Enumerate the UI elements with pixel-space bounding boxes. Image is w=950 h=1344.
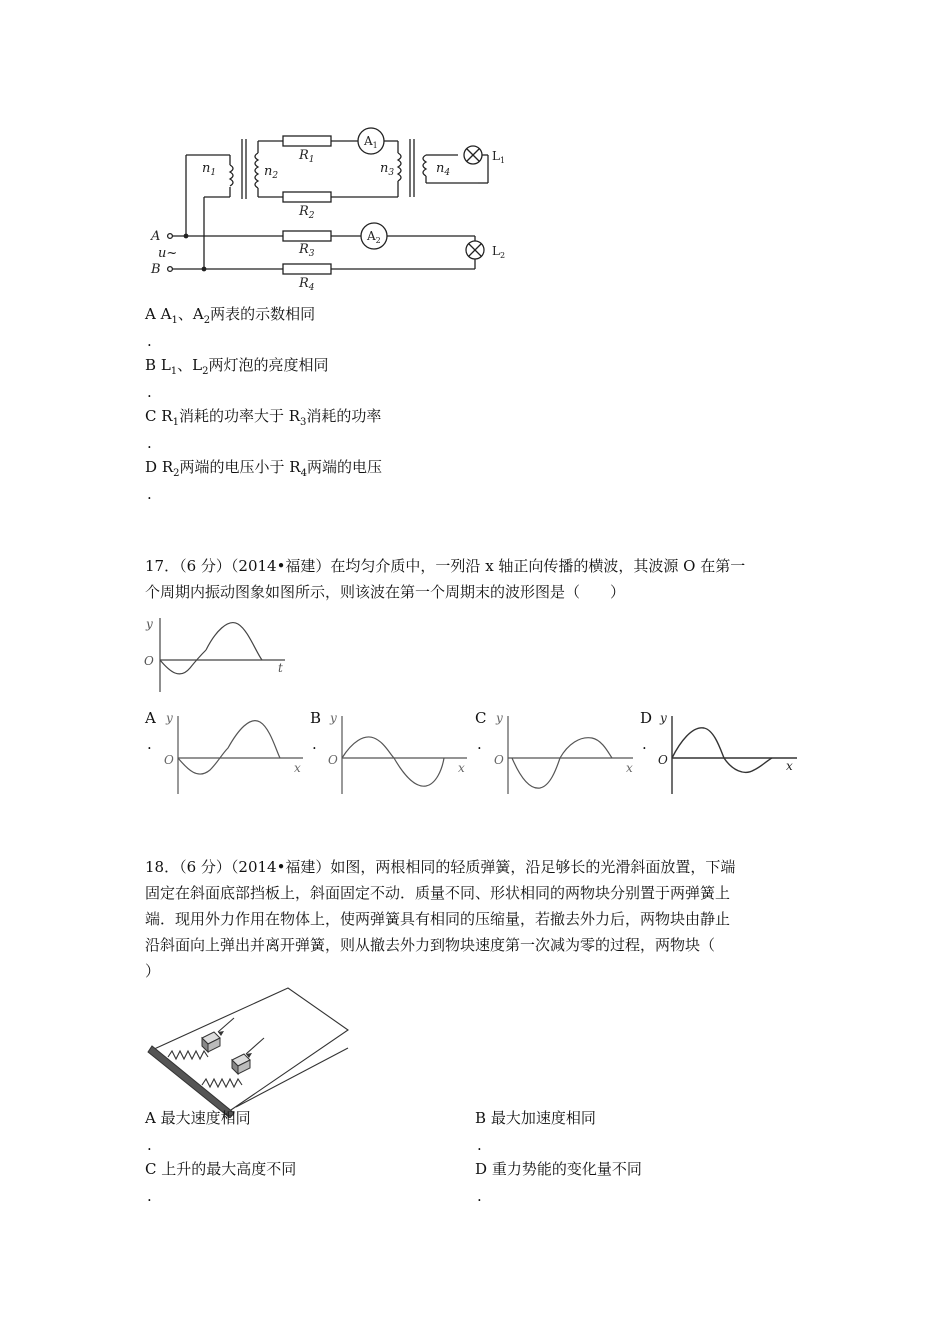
q17-option-d-graph [652, 708, 802, 798]
q17-option-a-graph [158, 708, 308, 798]
q17-option-c-letter: C [475, 709, 487, 727]
q17-stem-line-1: 17．（6 分）（2014•福建）在均匀介质中，一列沿 x 轴正向传播的横波，其波源 O 在第一 [145, 557, 746, 575]
q17-option-a-letter: A [145, 709, 156, 727]
q17-option-b-graph [322, 708, 472, 798]
svg-text:O: O [144, 654, 154, 668]
q16-option-b-dot: . [147, 383, 152, 401]
svg-text:n4: $n_4$ [436, 161, 451, 178]
q18-stem-line-2: 固定在斜面底部挡板上，斜面固定不动．质量不同、形状相同的两物块分别置于两弹簧上 [145, 884, 731, 902]
q18-incline-spring-diagram [140, 978, 360, 1118]
svg-text:y: y [660, 711, 667, 725]
svg-text:y: y [146, 617, 153, 631]
svg-text:O: O [164, 753, 174, 767]
q18-option-b: B 最大加速度相同 [475, 1109, 596, 1127]
svg-text:R1: $R_1$ [299, 148, 315, 165]
svg-text:y: y [330, 711, 337, 725]
svg-text:x: x [294, 761, 301, 775]
q18-option-b-dot: . [477, 1136, 482, 1154]
q16-option-a-dot: . [147, 332, 152, 350]
svg-text:x: x [458, 761, 465, 775]
q18-option-d: D 重力势能的变化量不同 [475, 1160, 642, 1178]
svg-text:R3: $R_3$ [299, 242, 315, 259]
svg-text:O: O [658, 753, 668, 767]
svg-text:n1: $n_1$ [202, 161, 217, 178]
transformer-circuit-diagram [140, 125, 520, 300]
svg-text:A2: $A_2$ [367, 229, 381, 245]
q17-stem-line-2: 个周期内振动图象如图所示，则该波在第一个周期末的波形图是（ ） [145, 583, 626, 601]
q18-option-c: C 上升的最大高度不同 [145, 1160, 297, 1178]
svg-text:x: x [786, 759, 793, 773]
svg-text:R4: $R_4$ [299, 276, 315, 293]
q17-option-a-dot: . [147, 735, 152, 753]
svg-text:n3: $n_3$ [380, 161, 395, 178]
svg-text:u~: u~ [158, 246, 178, 261]
q16-option-d: D $R_2$两端的电压小于 $R_4$两端的电压 [145, 458, 382, 479]
q17-option-b-dot: . [312, 735, 317, 753]
q18-stem-line-1: 18．（6 分）（2014•福建）如图，两根相同的轻质弹簧，沿足够长的光滑斜面放置，下端 [145, 858, 736, 876]
svg-text:A: A [151, 229, 161, 244]
q17-option-b-letter: B [310, 709, 322, 727]
q18-stem-line-4: 沿斜面向上弹出并离开弹簧，则从撤去外力到物块速度第一次减为零的过程，两物块（ [145, 936, 716, 954]
q16-option-b: B $L_1$、$L_2$两灯泡的亮度相同 [145, 356, 329, 377]
svg-text:y: y [496, 711, 503, 725]
svg-text:O: O [494, 753, 504, 767]
q16-option-c: C $R_1$消耗的功率大于 $R_3$消耗的功率 [145, 407, 382, 428]
q16-option-d-dot: . [147, 485, 152, 503]
q16-option-a: A $A_1$、$A_2$两表的示数相同 [145, 305, 316, 326]
q18-stem-line-3: 端．现用外力作用在物体上，使两弹簧具有相同的压缩量，若撤去外力后，两物块由静止 [145, 910, 731, 928]
svg-text:A1: $A_1$ [364, 134, 378, 150]
q18-option-a: A 最大速度相同 [145, 1109, 251, 1127]
svg-text:B: B [151, 262, 161, 277]
q17-option-d-letter: D [640, 709, 653, 727]
svg-text:O: O [328, 753, 338, 767]
svg-text:n2: $n_2$ [264, 164, 279, 181]
q17-option-c-dot: . [477, 735, 482, 753]
q18-option-a-dot: . [147, 1136, 152, 1154]
q18-stem-line-5: ） [145, 962, 161, 980]
svg-text:L1: $L_1$ [492, 149, 506, 165]
svg-text:L2: $L_2$ [492, 244, 506, 260]
q18-option-c-dot: . [147, 1187, 152, 1205]
svg-text:y: y [166, 711, 173, 725]
q17-vibration-graph [140, 610, 290, 695]
svg-text:R2: $R_2$ [299, 204, 315, 221]
q16-option-c-dot: . [147, 434, 152, 452]
svg-text:t: t [278, 661, 283, 675]
q17-option-c-graph [488, 708, 638, 798]
svg-text:x: x [626, 761, 633, 775]
q18-option-d-dot: . [477, 1187, 482, 1205]
q17-option-d-dot: . [642, 735, 647, 753]
